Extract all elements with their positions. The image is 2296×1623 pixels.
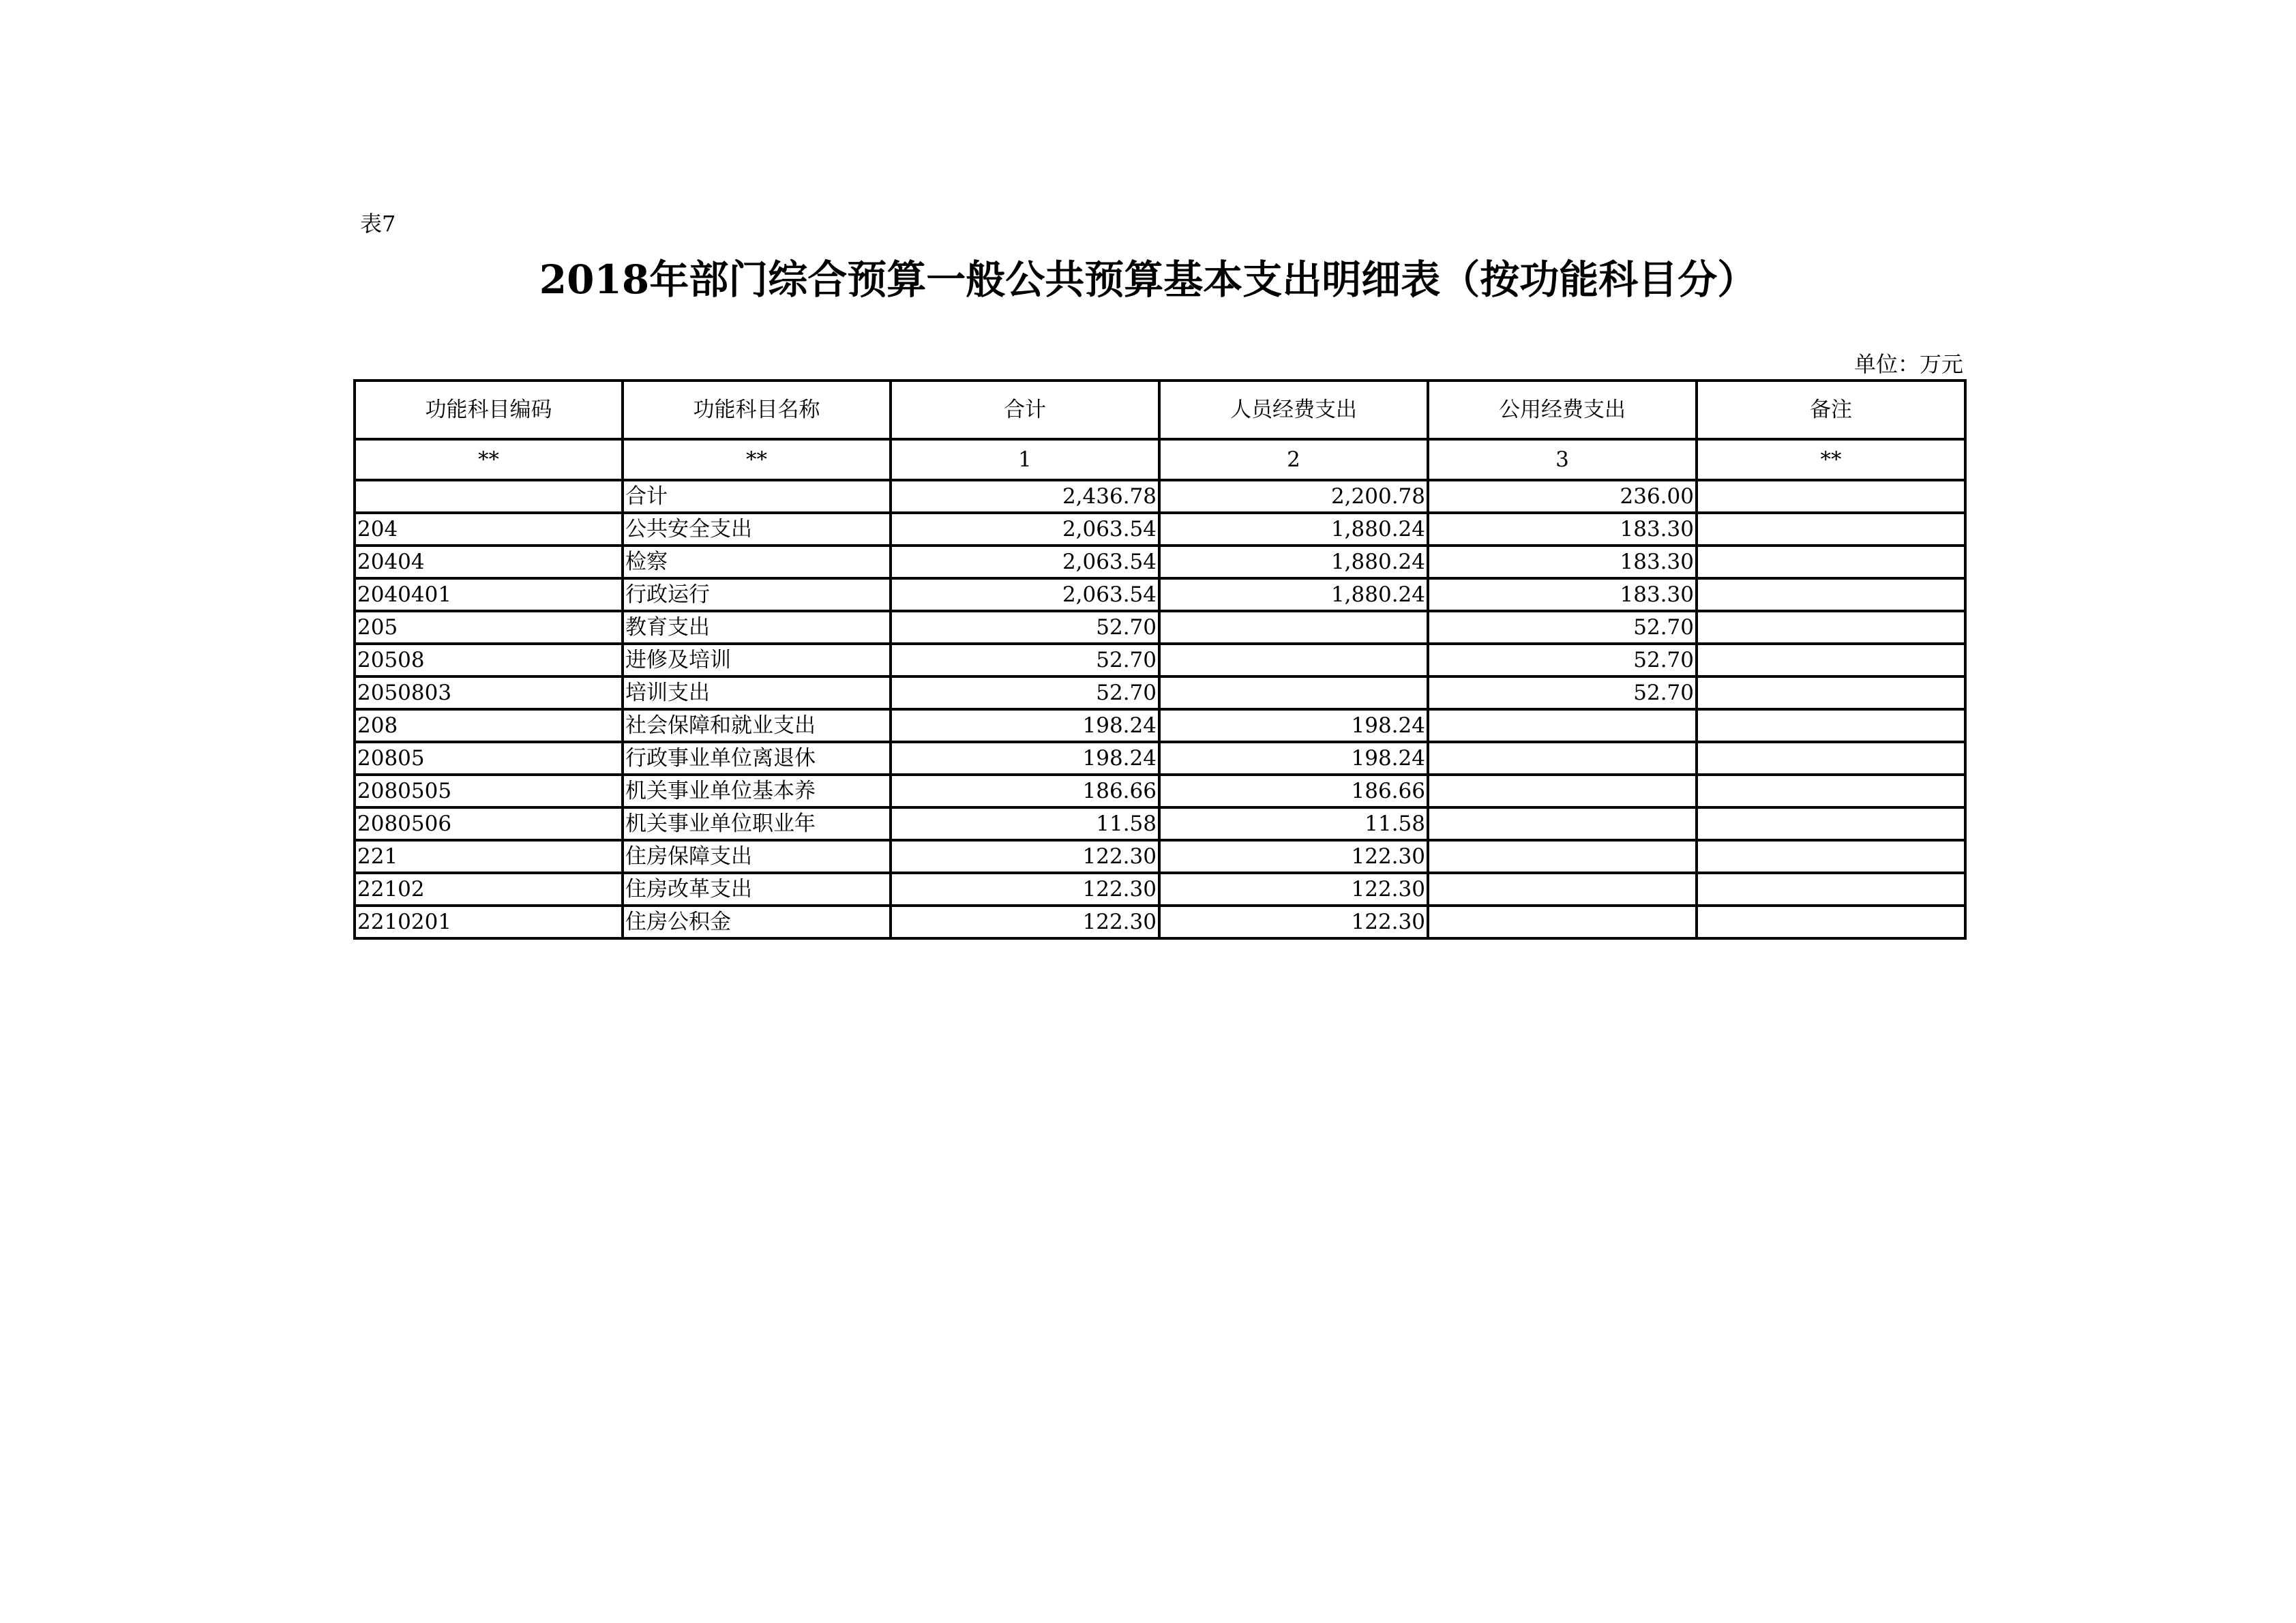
table-row <box>355 611 1965 644</box>
note-cell <box>1697 906 1965 938</box>
table-row <box>355 480 1965 513</box>
total-cell: 2,436.78 <box>891 480 1159 513</box>
table-row <box>355 676 1965 709</box>
header-note: 备注 <box>1697 381 1965 439</box>
table-row <box>355 644 1965 676</box>
header-personnel: 人员经费支出 <box>1159 381 1428 439</box>
personnel-cell: 198.24 <box>1159 742 1428 775</box>
public-cell: 52.70 <box>1428 611 1697 644</box>
header-public: 公用经费支出 <box>1428 381 1697 439</box>
personnel-cell <box>1159 676 1428 709</box>
code-cell: 20805 <box>355 742 623 775</box>
name-cell: 住房保障支出 <box>623 840 891 873</box>
name-cell: 社会保障和就业支出 <box>623 709 891 742</box>
table-row <box>355 578 1965 611</box>
personnel-cell: 122.30 <box>1159 873 1428 906</box>
note-cell <box>1697 578 1965 611</box>
note-cell <box>1697 644 1965 676</box>
header-total: 合计 <box>891 381 1159 439</box>
code-cell: 2080506 <box>355 807 623 840</box>
table-number-label: 表7 <box>360 211 396 237</box>
note-cell <box>1697 807 1965 840</box>
total-cell: 52.70 <box>891 676 1159 709</box>
personnel-cell: 1,880.24 <box>1159 513 1428 546</box>
budget-table <box>353 379 1967 940</box>
personnel-cell: 198.24 <box>1159 709 1428 742</box>
personnel-cell: 1,880.24 <box>1159 578 1428 611</box>
public-cell <box>1428 840 1697 873</box>
total-cell: 122.30 <box>891 840 1159 873</box>
index-cell: ** <box>1697 439 1965 480</box>
note-cell <box>1697 873 1965 906</box>
name-cell: 住房公积金 <box>623 906 891 938</box>
total-cell: 198.24 <box>891 742 1159 775</box>
personnel-cell <box>1159 644 1428 676</box>
code-cell: 2080505 <box>355 775 623 807</box>
page-title: 2018年部门综合预算一般公共预算基本支出明细表（按功能科目分） <box>539 256 1757 303</box>
name-cell: 教育支出 <box>623 611 891 644</box>
public-cell: 52.70 <box>1428 676 1697 709</box>
index-cell: ** <box>623 439 891 480</box>
note-cell <box>1697 611 1965 644</box>
total-cell: 198.24 <box>891 709 1159 742</box>
total-cell: 52.70 <box>891 611 1159 644</box>
note-cell <box>1697 742 1965 775</box>
unit-label: 单位：万元 <box>1853 351 1963 377</box>
note-cell <box>1697 840 1965 873</box>
personnel-cell: 122.30 <box>1159 906 1428 938</box>
total-cell: 2,063.54 <box>891 513 1159 546</box>
table-row <box>355 546 1965 578</box>
table-row <box>355 742 1965 775</box>
code-cell: 221 <box>355 840 623 873</box>
code-cell: 208 <box>355 709 623 742</box>
name-cell: 行政事业单位离退休 <box>623 742 891 775</box>
index-cell: ** <box>355 439 623 480</box>
code-cell: 20404 <box>355 546 623 578</box>
public-cell <box>1428 775 1697 807</box>
personnel-cell <box>1159 611 1428 644</box>
note-cell <box>1697 480 1965 513</box>
public-cell: 183.30 <box>1428 546 1697 578</box>
table-row <box>355 807 1965 840</box>
total-cell: 186.66 <box>891 775 1159 807</box>
name-cell: 行政运行 <box>623 578 891 611</box>
public-cell <box>1428 807 1697 840</box>
name-cell: 合计 <box>623 480 891 513</box>
name-cell: 机关事业单位基本养 <box>623 775 891 807</box>
name-cell: 培训支出 <box>623 676 891 709</box>
name-cell: 住房改革支出 <box>623 873 891 906</box>
personnel-cell: 186.66 <box>1159 775 1428 807</box>
public-cell <box>1428 709 1697 742</box>
public-cell: 236.00 <box>1428 480 1697 513</box>
code-cell: 2210201 <box>355 906 623 938</box>
total-cell: 11.58 <box>891 807 1159 840</box>
personnel-cell: 1,880.24 <box>1159 546 1428 578</box>
header-name: 功能科目名称 <box>623 381 891 439</box>
table-row <box>355 906 1965 938</box>
index-cell: 3 <box>1428 439 1697 480</box>
name-cell: 公共安全支出 <box>623 513 891 546</box>
index-cell: 1 <box>891 439 1159 480</box>
table-row <box>355 840 1965 873</box>
table-index-row <box>355 439 1965 480</box>
table-row <box>355 873 1965 906</box>
public-cell: 52.70 <box>1428 644 1697 676</box>
code-cell: 2040401 <box>355 578 623 611</box>
total-cell: 122.30 <box>891 906 1159 938</box>
name-cell: 机关事业单位职业年 <box>623 807 891 840</box>
note-cell <box>1697 775 1965 807</box>
public-cell: 183.30 <box>1428 513 1697 546</box>
name-cell: 进修及培训 <box>623 644 891 676</box>
code-cell: 204 <box>355 513 623 546</box>
total-cell: 2,063.54 <box>891 578 1159 611</box>
public-cell: 183.30 <box>1428 578 1697 611</box>
header-code: 功能科目编码 <box>355 381 623 439</box>
code-cell: 2050803 <box>355 676 623 709</box>
total-cell: 2,063.54 <box>891 546 1159 578</box>
table-row <box>355 775 1965 807</box>
table-row <box>355 709 1965 742</box>
code-cell: 20508 <box>355 644 623 676</box>
code-cell: 22102 <box>355 873 623 906</box>
personnel-cell: 122.30 <box>1159 840 1428 873</box>
public-cell <box>1428 742 1697 775</box>
note-cell <box>1697 676 1965 709</box>
table-header-row <box>355 381 1965 439</box>
personnel-cell: 11.58 <box>1159 807 1428 840</box>
personnel-cell: 2,200.78 <box>1159 480 1428 513</box>
index-cell: 2 <box>1159 439 1428 480</box>
note-cell <box>1697 513 1965 546</box>
note-cell <box>1697 709 1965 742</box>
public-cell <box>1428 906 1697 938</box>
public-cell <box>1428 873 1697 906</box>
code-cell: 205 <box>355 611 623 644</box>
code-cell <box>355 480 623 513</box>
note-cell <box>1697 546 1965 578</box>
name-cell: 检察 <box>623 546 891 578</box>
table-row <box>355 513 1965 546</box>
total-cell: 122.30 <box>891 873 1159 906</box>
total-cell: 52.70 <box>891 644 1159 676</box>
